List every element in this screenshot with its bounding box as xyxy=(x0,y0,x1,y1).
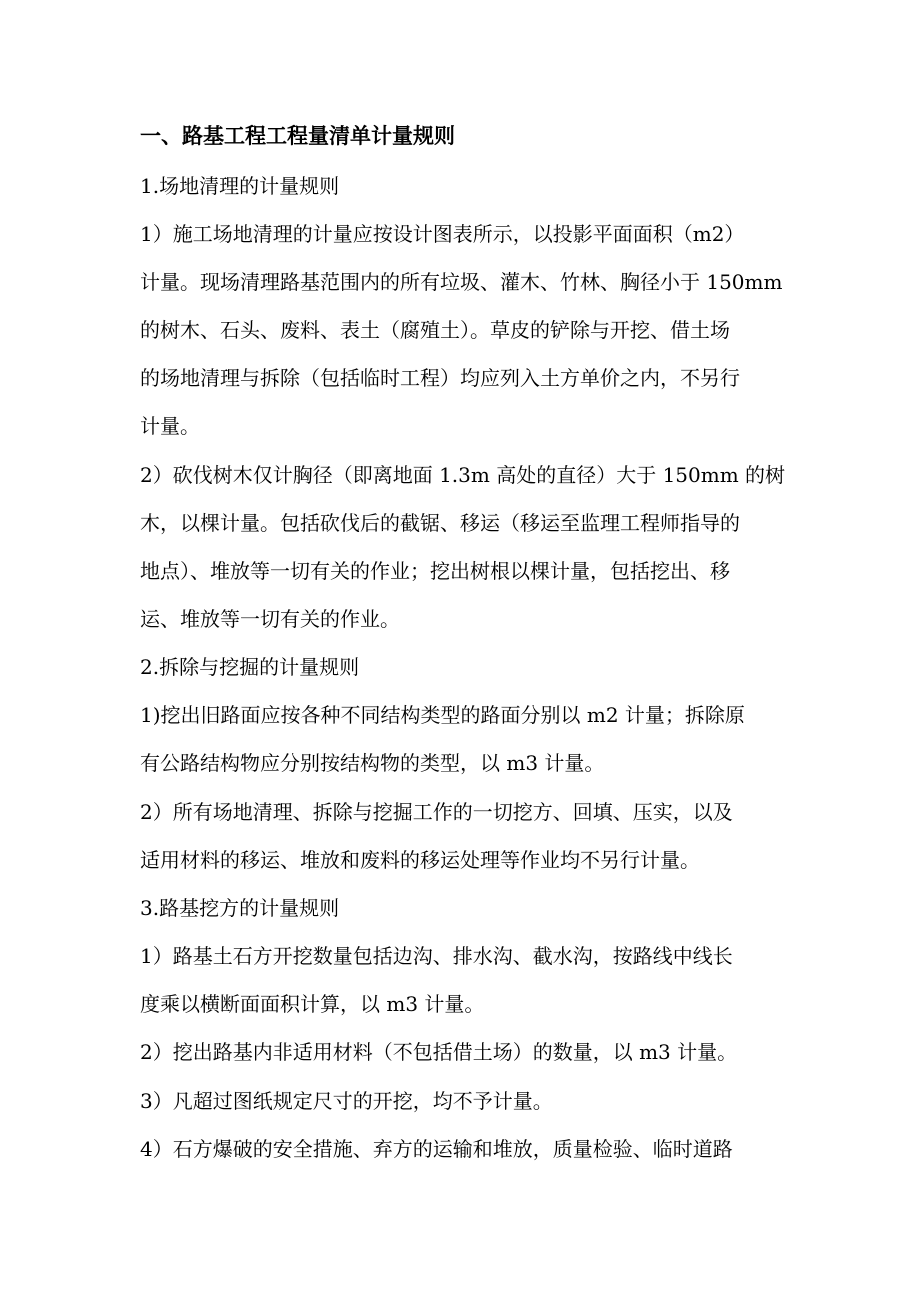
paragraph-line: 地点）、堆放等一切有关的作业；挖出树根以棵计量，包括挖出、移 xyxy=(140,559,730,583)
paragraph-line: 1）路基土石方开挖数量包括边沟、排水沟、截水沟，按路线中线长 xyxy=(140,944,733,968)
paragraph-line: 1）施工场地清理的计量应按设计图表所示，以投影平面面积（m2） xyxy=(140,222,745,246)
paragraph-line: 3）凡超过图纸规定尺寸的开挖，均不予计量。 xyxy=(140,1089,553,1113)
paragraph-line: 2）挖出路基内非适用材料（不包括借土场）的数量，以 m3 计量。 xyxy=(140,1040,738,1064)
paragraph-line: 度乘以横断面面积计算，以 m3 计量。 xyxy=(140,992,485,1016)
paragraph-line: 的树木、石头、废料、表土（腐殖土）。草皮的铲除与开挖、借土场 xyxy=(140,318,730,342)
paragraph-line: 计量。 xyxy=(140,414,200,438)
paragraph-line: 2）所有场地清理、拆除与挖掘工作的一切挖方、回填、压实，以及 xyxy=(140,800,733,824)
paragraph-line: 有公路结构物应分别按结构物的类型，以 m3 计量。 xyxy=(140,751,605,775)
paragraph-line: 运、堆放等一切有关的作业。 xyxy=(140,607,400,631)
paragraph-line: 4）石方爆破的安全措施、弃方的运输和堆放，质量检验、临时道路 xyxy=(140,1137,733,1161)
paragraph-line: 1)挖出旧路面应按各种不同结构类型的路面分别以 m2 计量；拆除原 xyxy=(140,703,745,727)
paragraph-line: 的场地清理与拆除（包括临时工程）均应列入土方单价之内，不另行 xyxy=(140,366,740,390)
subsection-heading: 3.路基挖方的计量规则 xyxy=(140,896,340,920)
paragraph-line: 2）砍伐树木仅计胸径（即离地面 1.3m 高处的直径）大于 150mm 的树 xyxy=(140,463,786,487)
paragraph-line: 计量。现场清理路基范围内的所有垃圾、灌木、竹林、胸径小于 150mm xyxy=(140,270,783,294)
section-title: 一、路基工程工程量清单计量规则 xyxy=(140,124,455,148)
subsection-heading: 2.拆除与挖掘的计量规则 xyxy=(140,655,360,679)
subsection-heading: 1.场地清理的计量规则 xyxy=(140,174,340,198)
paragraph-line: 木，以棵计量。包括砍伐后的截锯、移运（移运至监理工程师指导的 xyxy=(140,511,740,535)
paragraph-line: 适用材料的移运、堆放和废料的移运处理等作业均不另行计量。 xyxy=(140,848,700,872)
